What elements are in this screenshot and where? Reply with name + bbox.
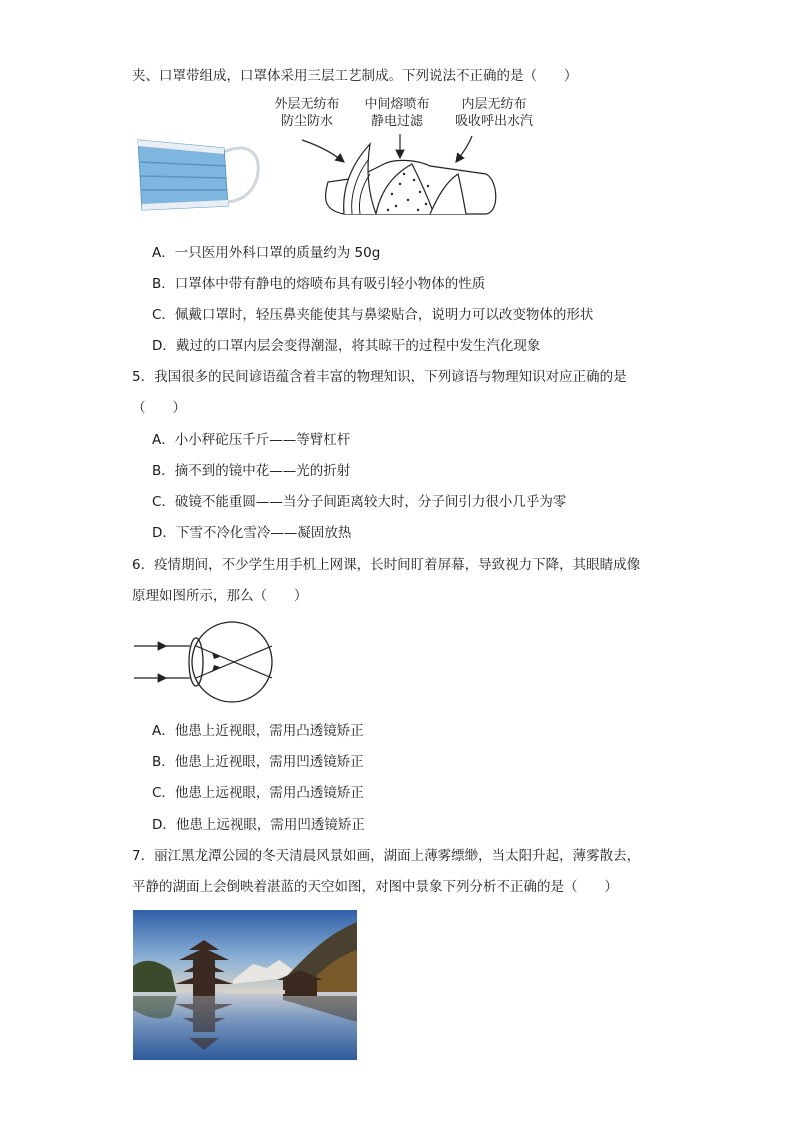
- q6-option-b: B．他患上近视眼，需用凹透镜矫正: [152, 754, 364, 770]
- q6-option-c: C．他患上远视眼，需用凸透镜矫正: [152, 785, 364, 801]
- black-dragon-pool-photo: [133, 910, 357, 1060]
- middle-layer-desc: 静电过滤: [370, 114, 423, 129]
- mask-layer-diagram: [300, 130, 540, 222]
- inner-layer-label: 内层无纺布: [461, 97, 527, 112]
- middle-layer-label: 中间熔喷布: [364, 97, 430, 112]
- outer-layer-label: 外层无纺布: [274, 97, 340, 112]
- q6-stem: 6．疫情期间，不少学生用手机上网课，长时间盯着屏幕，导致视力下降，其眼睛成像: [132, 557, 641, 573]
- q6-stem-cont: 原理如图所示，那么（ ）: [132, 588, 308, 604]
- q4-option-c: C．佩戴口罩时，轻压鼻夹能使其与鼻梁贴合，说明力可以改变物体的形状: [152, 307, 594, 323]
- q5-stem: 5．我国很多的民间谚语蕴含着丰富的物理知识，下列谚语与物理知识对应正确的是: [132, 369, 627, 385]
- q7-stem: 7．丽江黑龙潭公园的冬天清晨风景如画，湖面上薄雾缥缈，当太阳升起，薄雾散去，: [132, 848, 641, 864]
- q4-option-b: B．口罩体中带有静电的熔喷布具有吸引轻小物体的性质: [152, 276, 486, 292]
- q4-option-d: D．戴过的口罩内层会变得潮湿，将其晾干的过程中发生汽化现象: [152, 338, 541, 354]
- q7-stem-cont: 平静的湖面上会倒映着湛蓝的天空如图，对图中景象下列分析不正确的是（ ）: [132, 879, 618, 895]
- q5-option-c: C．破镜不能重圆——当分子间距离较大时，分子间引力很小几乎为零: [152, 494, 567, 510]
- outer-layer-desc: 防尘防水: [280, 114, 333, 129]
- eye-diagram: [132, 618, 282, 710]
- q4-stem: 夹、口罩带组成，口罩体采用三层工艺制成。下列说法不正确的是（ ）: [132, 68, 578, 84]
- surgical-mask-image: [132, 132, 262, 216]
- inner-layer-desc: 吸收呼出水汽: [454, 114, 533, 129]
- q6-option-a: A．他患上近视眼，需用凸透镜矫正: [152, 723, 364, 739]
- q5-option-d: D．下雪不冷化雪冷——凝固放热: [152, 525, 352, 541]
- q5-stem-bracket: （ ）: [132, 400, 186, 416]
- q4-option-a: A．一只医用外科口罩的质量约为 50g: [152, 245, 381, 261]
- q6-option-d: D．他患上远视眼，需用凹透镜矫正: [152, 817, 365, 833]
- q5-option-a: A．小小秤砣压千斤——等臂杠杆: [152, 432, 351, 448]
- q5-option-b: B．摘不到的镜中花——光的折射: [152, 463, 351, 479]
